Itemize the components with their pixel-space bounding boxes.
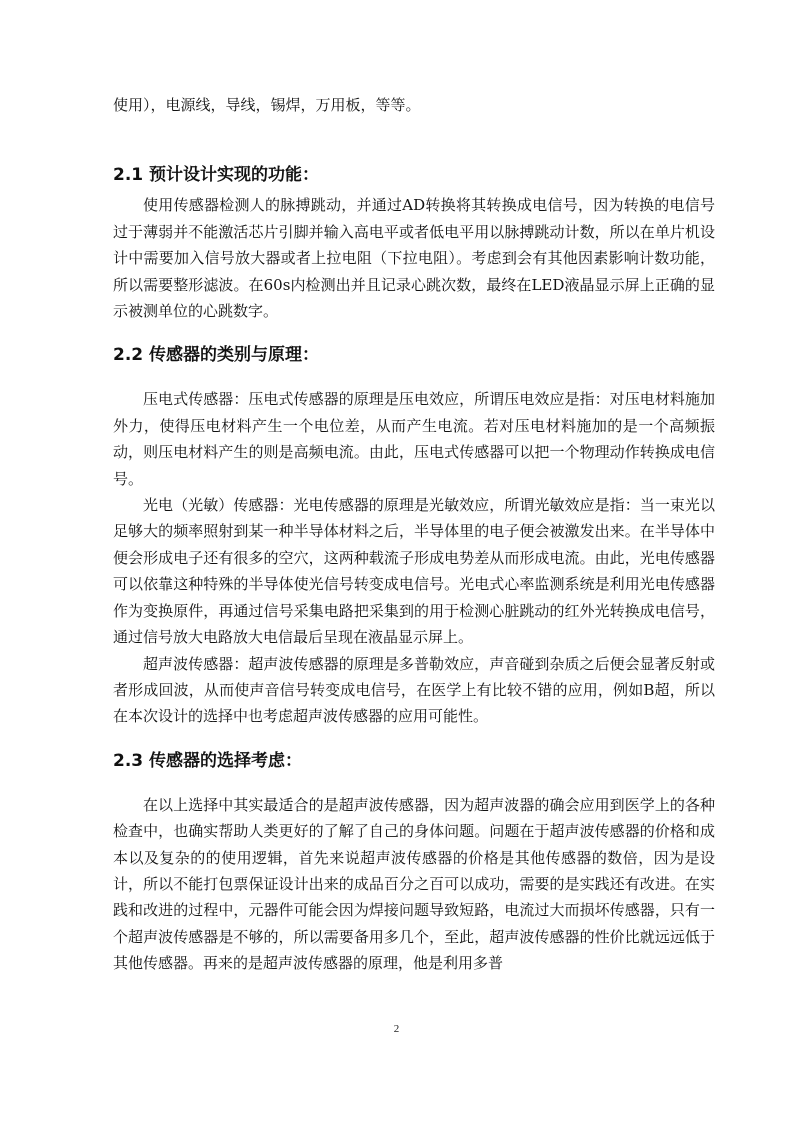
section-2-2-paragraph-piezo: 压电式传感器：压电式传感器的原理是压电效应，所谓压电效应是指：对压电材料施加外力，使得压电材料产生一个电位差，从而产生电流。若对压电材料施加的是一个高频振动，则压电材料产生的则是高频电流。由此，压电式传感器可以把一个物理动作转换成电信号。: [113, 390, 715, 488]
page-body: [113, 92, 715, 977]
section-heading-2-2: 2.2 传感器的类别与原理：: [113, 345, 320, 366]
section-2-1-paragraph: 使用传感器检测人的脉搏跳动，并通过AD转换将其转换成电信号，因为转换的电信号过于薄弱并不能激活芯片引脚并输入高电平或者低电平用以脉搏跳动计数，所以在单片机设计中需要加入信号放大器或者上拉电阻（下拉电阻）。考虑到会有其他因素影响计数功能，所以需要整形滤波。在60s内检测出并且记录心跳次数，最终在LED液晶显示屏上正确的显示被测单位的心跳数字。: [113, 196, 715, 321]
section-heading-2-3: 2.3 传感器的选择考虑：: [113, 750, 303, 771]
section-2-3-paragraph: 在以上选择中其实最适合的是超声波传感器，因为超声波器的确会应用到医学上的各种检查中，也确实帮助人类更好的了解了自己的身体问题。问题在于超声波传感器的价格和成本以及复杂的的使用逻辑，首先来说超声波传感器的价格是其他传感器的数倍，因为是设计，所以不能打包票保证设计出来的成品百分之百可以成功，需要的是实践还有改进。在实践和改进的过程中，元器件可能会因为焊接问题导致短路，电流过大而损坏传感器，只有一个超声波传感器是不够的，所以需要备用多几个，至此，超声波传感器的性价比就远远低于其他传感器。再来的是超声波传感器的原理，他是利用多普: [113, 795, 715, 973]
page-number: 2: [393, 1023, 400, 1035]
section-2-2-paragraph-photo: 光电（光敏）传感器：光电传感器的原理是光敏效应，所谓光敏效应是指：当一束光以足够大的频率照射到某一种半导体材料之后，半导体里的电子便会被激发出来。在半导体中便会形成电子还有很多的空穴，这两种载流子形成电势差从而形成电流。由此，光电传感器可以依靠这种特殊的半导体使光信号转变成电信号。光电式心率监测系统是利用光电传感器作为变换原件，再通过信号采集电路把采集到的用于检测心脏跳动的红外光转换成电信号，通过信号放大电路放大电信最后呈现在液晶显示屏上。: [113, 496, 715, 647]
intro-line: 使用），电源线，导线，锡焊，万用板，等等。: [113, 96, 421, 114]
section-heading-2-1: 2.1 预计设计实现的功能：: [113, 165, 320, 186]
section-2-2-paragraph-ultrasonic: 超声波传感器：超声波传感器的原理是多普勒效应，声音碰到杂质之后便会显著反射或者形成回波，从而使声音信号转变成电信号，在医学上有比较不错的应用，例如B超，所以在本次设计的选择中也考虑超声波传感器的应用可能性。: [113, 654, 715, 726]
